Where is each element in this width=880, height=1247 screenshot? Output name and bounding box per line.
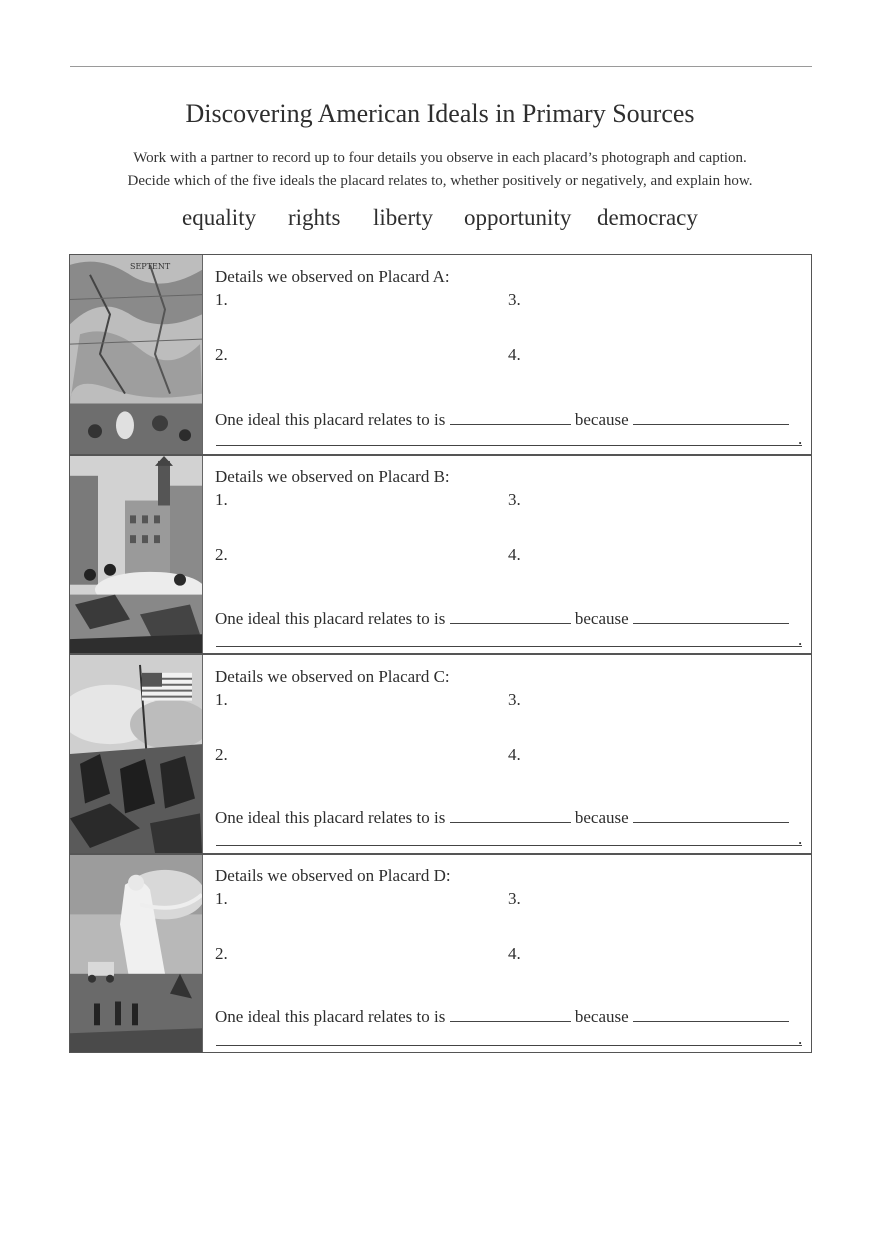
placard-d-card — [69, 854, 812, 1053]
sentence-prefix: One ideal this placard relates to is — [215, 808, 446, 827]
placard-a-sentence — [215, 410, 789, 430]
placard-c-sentence — [215, 808, 789, 828]
placard-b-detail-3: 3. — [508, 490, 521, 509]
placard-a-card — [69, 254, 812, 455]
placard-b-because-blank[interactable] — [633, 609, 789, 624]
placard-a-detail-4: 4. — [508, 345, 521, 364]
instruction-line-2: Decide which of the five ideals the placard relates to, whether positively or negatively, and explain how. — [127, 173, 753, 189]
placard-c-ideal-blank[interactable] — [450, 808, 571, 823]
placard-d-detail-4: 4. — [508, 944, 521, 963]
placard-b-detail-1: 1. — [215, 490, 228, 509]
ideals-word-bank — [0, 205, 880, 237]
placard-b-photo — [70, 456, 203, 653]
placard-a-detail-2: 2. — [215, 345, 228, 364]
placard-c-card — [69, 654, 812, 854]
instruction-line-1: Work with a partner to record up to four details you observe in each placard’s photograph and caption. — [133, 150, 747, 166]
placard-c-explanation-line[interactable] — [216, 845, 802, 846]
placard-d-sentence — [215, 1007, 789, 1027]
placard-b-detail-4: 4. — [508, 545, 521, 564]
placard-b-ideal-blank[interactable] — [450, 609, 571, 624]
sentence-prefix: One ideal this placard relates to is — [215, 1007, 446, 1026]
placard-c-detail-4: 4. — [508, 745, 521, 764]
placard-a-ideal-blank[interactable] — [450, 410, 571, 425]
placard-d-heading: Details we observed on Placard D: — [215, 866, 451, 885]
placard-c-heading: Details we observed on Placard C: — [215, 667, 450, 686]
placard-d-because-blank[interactable] — [633, 1007, 789, 1022]
placard-b-card — [69, 455, 812, 654]
placard-b-explanation-line[interactable] — [216, 646, 802, 647]
placard-d-photo — [70, 855, 203, 1052]
sentence-because: because — [574, 1007, 629, 1026]
placard-c-because-blank[interactable] — [633, 808, 789, 823]
placard-a-photo — [70, 255, 203, 454]
top-rule — [70, 66, 812, 67]
sentence-because: because — [574, 410, 629, 429]
placard-a-explanation-line[interactable] — [216, 445, 802, 446]
placard-d-detail-1: 1. — [215, 889, 228, 908]
placard-d-ideal-blank[interactable] — [450, 1007, 571, 1022]
placard-c-detail-1: 1. — [215, 690, 228, 709]
sentence-because: because — [574, 609, 629, 628]
placard-b-period: . — [798, 630, 803, 649]
placard-c-detail-3: 3. — [508, 690, 521, 709]
placard-a-detail-1: 1. — [215, 290, 228, 309]
placard-a-period: . — [798, 429, 803, 448]
placard-d-explanation-line[interactable] — [216, 1045, 802, 1046]
placard-d-detail-3: 3. — [508, 889, 521, 908]
placard-a-heading: Details we observed on Placard A: — [215, 267, 450, 286]
ideal-democracy: democracy — [597, 205, 698, 230]
placard-b-sentence — [215, 609, 789, 629]
sentence-prefix: One ideal this placard relates to is — [215, 410, 446, 429]
placard-a-detail-3: 3. — [508, 290, 521, 309]
placard-d-detail-2: 2. — [215, 944, 228, 963]
ideal-rights: rights — [288, 205, 341, 230]
placard-b-heading: Details we observed on Placard B: — [215, 467, 450, 486]
sentence-prefix: One ideal this placard relates to is — [215, 609, 446, 628]
ideal-liberty: liberty — [373, 205, 434, 230]
ideal-equality: equality — [182, 205, 257, 230]
placard-a-because-blank[interactable] — [633, 410, 789, 425]
sentence-because: because — [574, 808, 629, 827]
placard-c-detail-2: 2. — [215, 745, 228, 764]
worksheet-title: Discovering American Ideals in Primary Sources — [185, 99, 695, 128]
svg-text:SEPTENT: SEPTENT — [130, 261, 171, 271]
ideal-opportunity: opportunity — [464, 205, 572, 230]
placard-c-photo — [70, 655, 203, 853]
placard-d-period: . — [798, 1029, 803, 1048]
placard-b-detail-2: 2. — [215, 545, 228, 564]
placard-c-period: . — [798, 829, 803, 848]
